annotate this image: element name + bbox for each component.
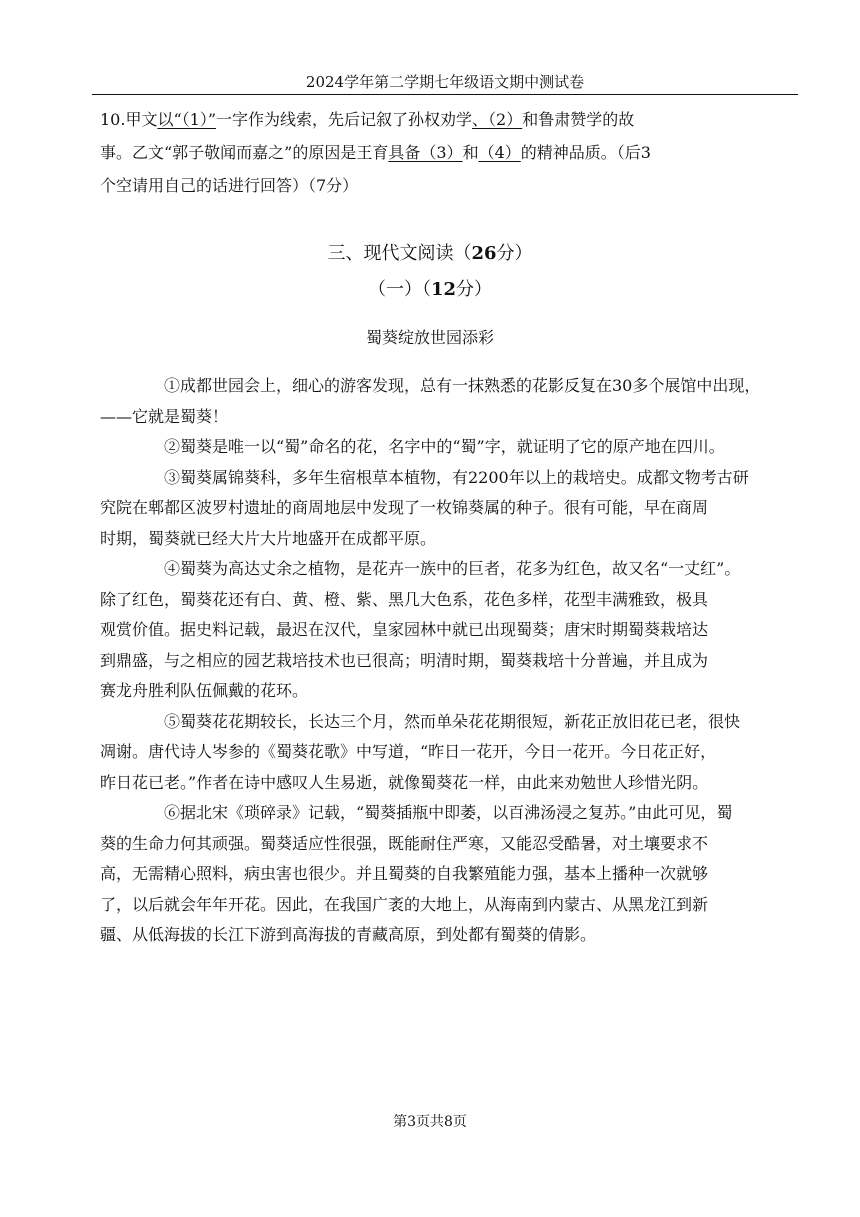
question-line [100,136,790,169]
paragraph-line: 昨日花已老。”作者在诗中感叹人生易逝，就像蜀葵花一样，由此来劝勉世人珍惜光阴。 [100,772,709,792]
paragraph-line: ①成都世园会上，细心的游客发现，总有一抹熟悉的花影反复在30多个展馆中出现， [164,376,761,395]
paragraph-line: 高，无需精心照料，病虫害也很少。并且蜀葵的自我繁殖能力强，基本上播种一次就够 [100,864,709,883]
question-10 [100,103,790,202]
page-header: 2024学年第二学期七年级语文期中测试卷 [305,73,585,91]
subsection-title-text: （一）（ [367,279,431,300]
question-text: 的精神品质。（后3 [520,143,651,162]
paragraph-line: ④蜀葵为高达丈余之植物，是花卉一族中的巨者，花多为红色，故又名“一丈红”。 [164,559,741,578]
question-text: 和鲁肃赞学的故 [522,110,635,129]
section-score: 26 [471,243,497,264]
paragraph-line: ②蜀葵是唯一以“蜀”命名的花，名字中的“蜀”字，就证明了它的原产地在四川。 [164,437,725,456]
paragraph-line: 时期，蜀葵就已经大片大片地盛开在成都平原。 [100,528,437,548]
subsection-title [0,276,860,304]
paragraph-line: 除了红色，蜀葵花还有白、黄、橙、紫、黑几大色系，花色多样，花型丰满雅致，极具 [100,589,709,609]
answer-blank-1: 以“（1）” [157,110,216,129]
paragraph-line: ——它就是蜀葵！ [100,406,229,426]
paragraph-line: ③蜀葵属锦葵科，多年生宿根草本植物，有2200年以上的栽培史。成都文物考古研 [164,467,749,487]
answer-blank-3: 具备（3） [388,143,463,162]
paragraph-line: 了，以后就会年年开花。因此，在我国广袤的大地上，从海南到内蒙古、从黑龙江到新 [100,894,709,914]
section-score-unit: 分） [496,243,533,264]
paragraph-line: 凋谢。唐代诗人岑参的《蜀葵花歌》中写道，“昨日一花开，今日一花开。今日花正好， [100,742,717,761]
question-line [100,103,790,136]
question-text: 事。乙文“郭子敬闻而嘉之”的原因是王育 [100,143,389,162]
paragraph-line: ⑥据北宋《琐碎录》记载，“蜀葵插瓶中即萎，以百沸汤浸之复苏。”由此可见，蜀 [164,803,733,822]
answer-blank-4: （4） [478,143,521,162]
section-title-text: 三、现代文阅读（ [327,243,472,264]
section-title [0,240,860,268]
subsection-score-unit: 分） [456,279,493,300]
paragraph-line: 疆、从低海拔的长江下游到高海拔的青藏高原，到处都有蜀葵的倩影。 [100,925,597,944]
paragraph-line: 究院在郫都区波罗村遗址的商周地层中发现了一枚锦葵属的种子。很有可能，早在商周 [100,498,709,517]
page-footer: 第3页共8页 [393,1114,467,1130]
subsection-score: 12 [430,279,457,300]
paragraph-line: 观赏价值。据史料记载，最迟在汉代，皇家园林中就已出现蜀葵；唐宋时期蜀葵栽培达 [100,620,709,639]
article-title: 蜀葵绽放世园添彩 [365,328,494,347]
paragraph-line: 到鼎盛，与之相应的园艺栽培技术也已很高；明清时期，蜀葵栽培十分普遍，并且成为 [100,650,709,670]
paragraph-line: 葵的生命力何其顽强。蜀葵适应性很强，既能耐住严寒，又能忍受酷暑，对土壤要求不 [100,833,709,853]
question-line: 个空请用自己的话进行回答）（7分） [100,176,359,195]
question-text: 和 [462,143,479,162]
article-body [100,371,800,951]
paragraph-line: ⑤蜀葵花花期较长，长达三个月，然而单朵花花期很短，新花正放旧花已老，很快 [164,711,741,731]
question-text: 一字作为线索，先后记叙了孙权劝学 [216,110,473,129]
answer-blank-2: 、（2） [472,110,523,129]
paragraph-line: 赛龙舟胜利队伍佩戴的花环。 [100,681,309,700]
header-divider [92,94,798,95]
question-text: 10.甲文 [100,110,158,129]
